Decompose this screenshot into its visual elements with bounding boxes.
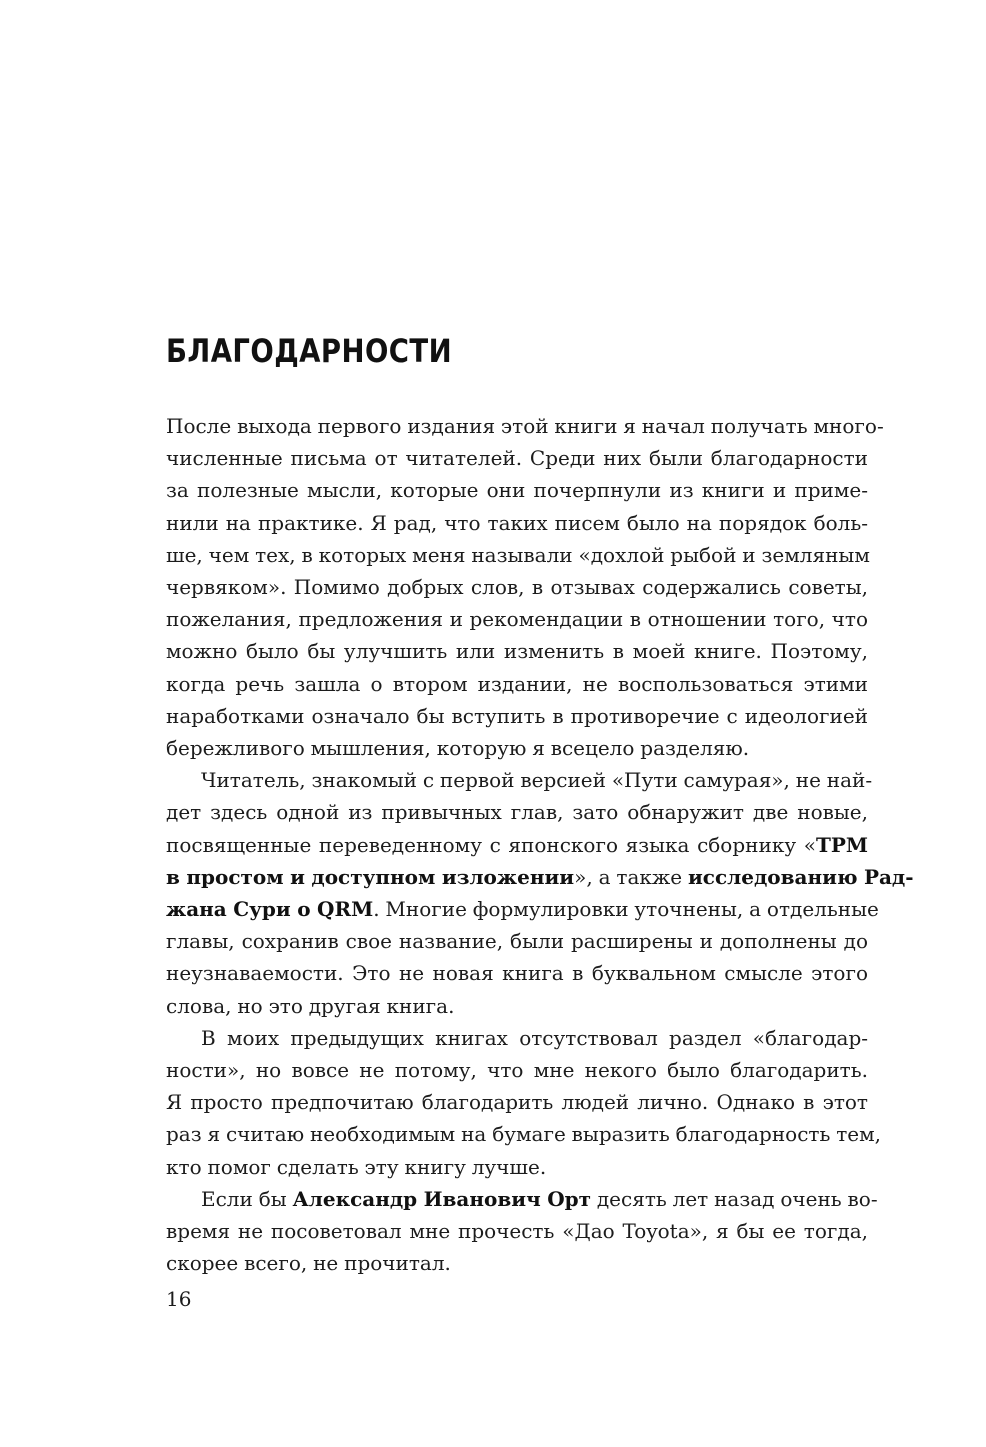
text-line: раз я считаю необходимым на бумаге выразить благодарность тем, xyxy=(166,1122,882,1147)
text-line xyxy=(166,1183,878,1215)
text-line: слова, но это другая книга. xyxy=(166,993,455,1018)
text-line: В моих предыдущих книгах отсутствовал раздел «благодар- xyxy=(201,1025,868,1050)
text-line: червяком». Помимо добрых слов, в отзывах содержались советы, xyxy=(166,575,868,600)
text-line: ше, чем тех, в которых меня называли «дохлой рыбой и земляным xyxy=(166,542,870,567)
text-line: наработками означало бы вступить в противоречие с идеологией xyxy=(166,703,868,728)
text-line: время не посоветовал мне прочесть «Дао Toyota», я бы ее тогда, xyxy=(166,1219,868,1244)
paragraph-1 xyxy=(166,410,884,764)
text-span: . Многие формулировки уточнены, а отдельные xyxy=(373,897,879,922)
text-line: пожелания, предложения и рекомендации в отношении того, что xyxy=(166,607,868,632)
text-line: Читатель, знакомый с первой версией «Пути самурая», не най- xyxy=(201,768,873,793)
person-name-bold: Александр Иванович Орт xyxy=(292,1186,591,1211)
text-line: неузнаваемости. Это не новая книга в буквальном смысле этого xyxy=(166,961,868,986)
text-line: бережливого мышления, которую я всецело разделяю. xyxy=(166,736,750,761)
text-span: Если бы xyxy=(201,1186,293,1211)
paragraph-3 xyxy=(166,1022,882,1183)
text-line: главы, сохранив свое название, были расширены и дополнены до xyxy=(166,929,868,954)
text-line xyxy=(166,829,868,861)
text-span: десять лет назад очень во- xyxy=(591,1186,878,1211)
paragraph-4 xyxy=(166,1183,878,1280)
page-number: 16 xyxy=(166,1287,192,1311)
text-span: », а также xyxy=(574,864,688,889)
text-line: После выхода первого издания этой книги я начал получать много- xyxy=(166,414,884,438)
text-line: численные письма от читателей. Среди них были благодарности xyxy=(166,446,868,471)
book-title-bold: в простом и доступном изложении xyxy=(166,864,575,889)
text-line: кто помог сделать эту книгу лучше. xyxy=(166,1154,547,1179)
text-line: можно было бы улучшить или изменить в моей книге. Поэтому, xyxy=(166,639,868,664)
text-span: посвященные переведенному с японского языка сборнику « xyxy=(166,832,816,857)
text-line: за полезные мысли, которые они почерпнули из книги и приме- xyxy=(166,478,868,503)
study-title-bold: исследованию Рад- xyxy=(687,864,914,889)
chapter-heading: БЛАГОДАРНОСТИ xyxy=(166,332,453,370)
paragraph-2 xyxy=(166,764,914,1022)
text-line: дет здесь одной из привычных глав, зато обнаружит две новые, xyxy=(166,800,868,825)
book-title-bold: TPM xyxy=(815,832,868,857)
text-line: ности», но вовсе не потому, что мне некого было благодарить. xyxy=(166,1058,868,1083)
text-line: Я просто предпочитаю благодарить людей лично. Однако в этот xyxy=(166,1090,868,1115)
study-title-bold: жана Сури о QRM xyxy=(166,897,374,922)
text-line: скорее всего, не прочитал. xyxy=(166,1251,451,1276)
text-line: когда речь зашла о втором издании, не воспользоваться этими xyxy=(166,671,868,696)
text-line xyxy=(166,893,879,925)
text-line: нили на практике. Я рад, что таких писем было на порядок боль- xyxy=(166,510,868,535)
body-text xyxy=(166,410,914,1279)
text-line xyxy=(166,861,914,893)
